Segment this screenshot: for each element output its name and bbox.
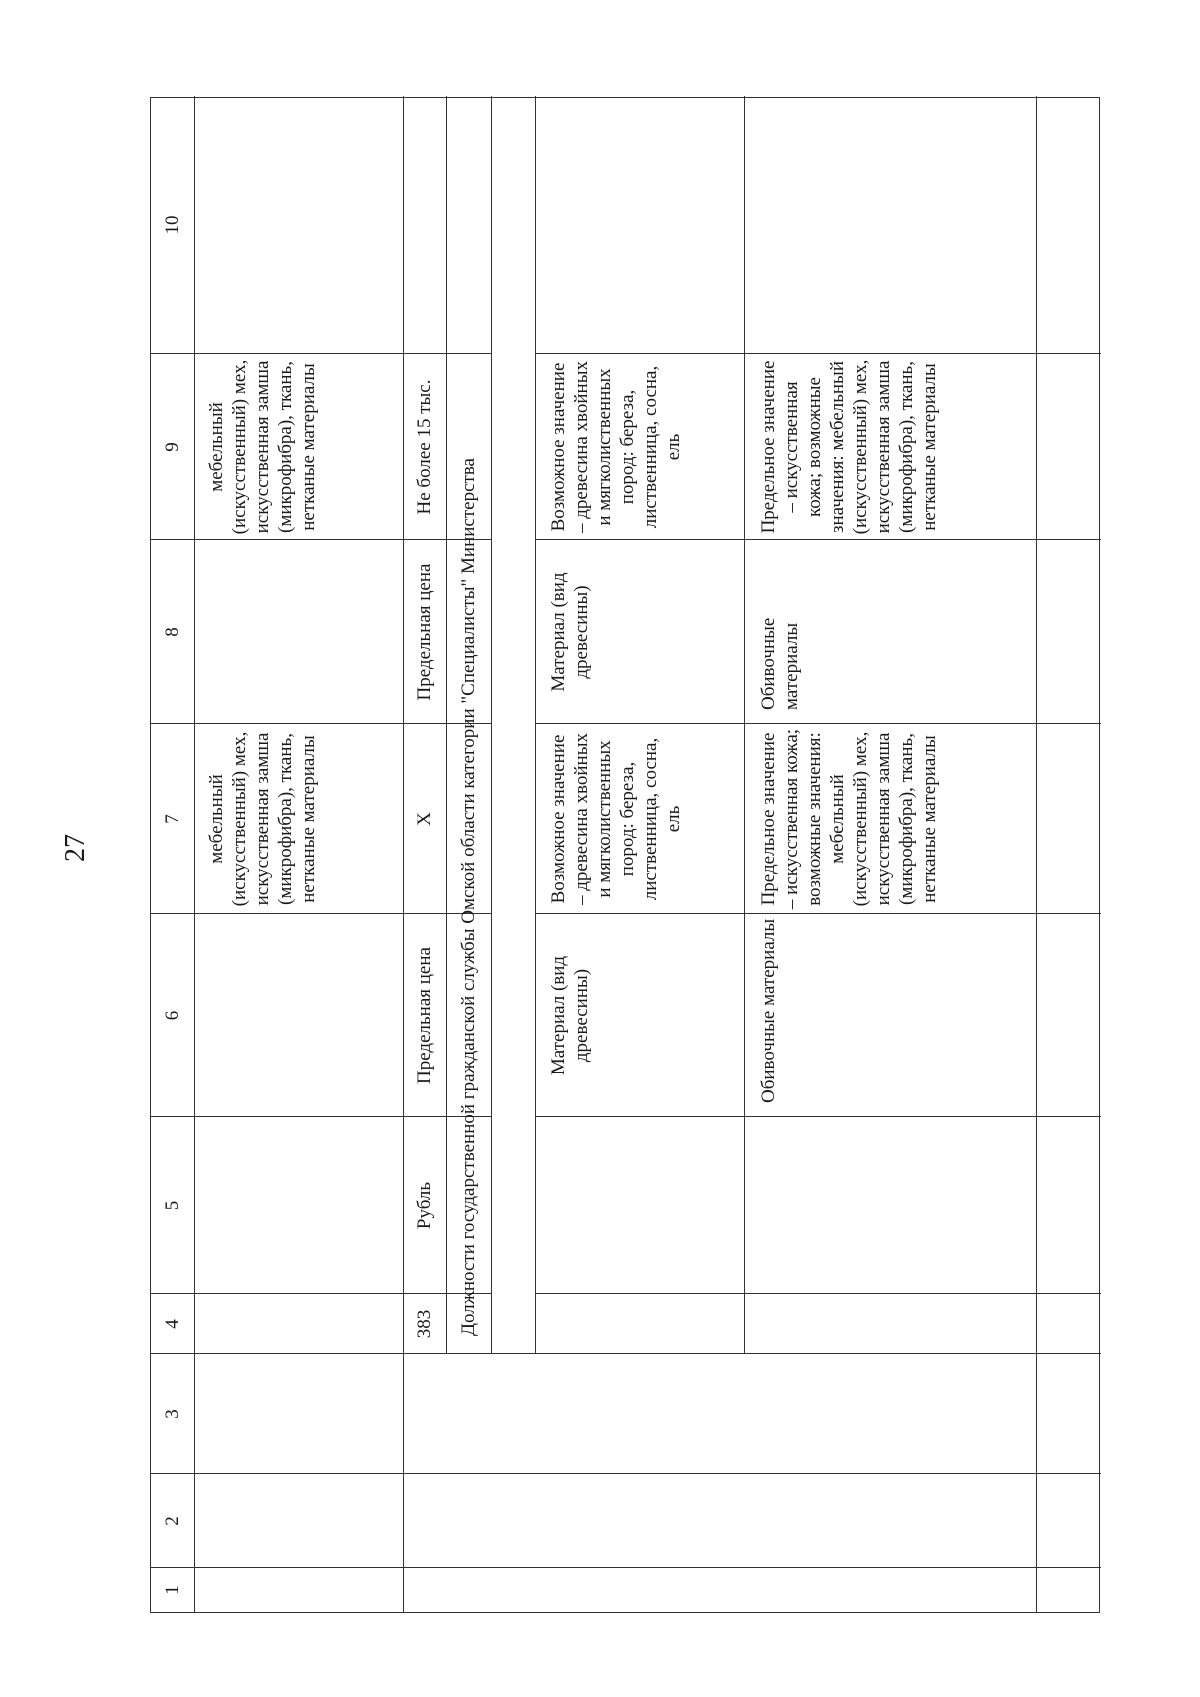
column-number: 8 <box>162 627 183 637</box>
column-number: 2 <box>162 1516 183 1526</box>
row-divider <box>535 96 536 1354</box>
table-cell: Не более 15 тыс. <box>414 379 435 515</box>
col-divider <box>535 1293 1101 1294</box>
col-divider <box>151 1473 1101 1474</box>
row-divider <box>194 96 195 1612</box>
column-number: 3 <box>162 1409 183 1419</box>
table-cell: Обивочные материалы <box>758 617 802 710</box>
table-cell: Возможное значение – древесина хвойных и мягколиственных пород: береза, лиственница, сосна, ель <box>548 733 684 906</box>
table-cell: Обивочные материалы <box>758 918 779 1103</box>
column-number: 1 <box>162 1585 183 1595</box>
row-divider <box>1036 96 1037 1612</box>
page-number: 27 <box>60 834 91 862</box>
table-cell: Материал (вид древесины) <box>548 572 592 692</box>
column-number: 5 <box>162 1200 183 1211</box>
table-cell: мебельный (искусственный) мех, искусственная замша (микрофибра), ткань, нетканые материалы <box>206 359 319 535</box>
table-cell: Предельная цена <box>414 563 435 701</box>
section-header: Должности государственной гражданской службы Омской области категории "Специалисты" Министерства <box>458 458 479 1336</box>
column-number: 9 <box>162 442 183 452</box>
table-cell: мебельный (искусственный) мех, искусственная замша (микрофибра), ткань, нетканые материалы <box>206 731 319 907</box>
column-number: 10 <box>162 215 183 235</box>
col-divider <box>151 1353 1101 1354</box>
column-number: 6 <box>162 1010 183 1021</box>
table-cell: Рубль <box>414 1181 435 1230</box>
table-cell: Возможное значение – древесина хвойных и мягколиственных пород: береза, лиственница, сосна, ель <box>548 361 684 534</box>
column-number: 4 <box>162 1319 183 1329</box>
col-divider <box>151 1567 1101 1568</box>
table-cell: Предельное значение – искусственная кожа; возможные значения: мебельный (искусственный) мех, искусственная замша (микрофибра), ткань, нетканые материалы <box>758 728 940 910</box>
data-table <box>150 97 1100 1613</box>
column-number: 7 <box>162 814 183 824</box>
table-cell: Предельное значение – искусственная кожа; возможные значения: мебельный (искусственный) мех, искусственная замша (микрофибра), ткань, нетканые материалы <box>758 359 940 535</box>
table-cell: Предельная цена <box>414 947 435 1084</box>
table-cell: Материал (вид древесины) <box>548 955 592 1076</box>
row-divider <box>744 96 745 1354</box>
table-cell: 383 <box>414 1309 435 1339</box>
row-divider <box>491 96 492 1354</box>
table-cell: X <box>414 812 435 826</box>
